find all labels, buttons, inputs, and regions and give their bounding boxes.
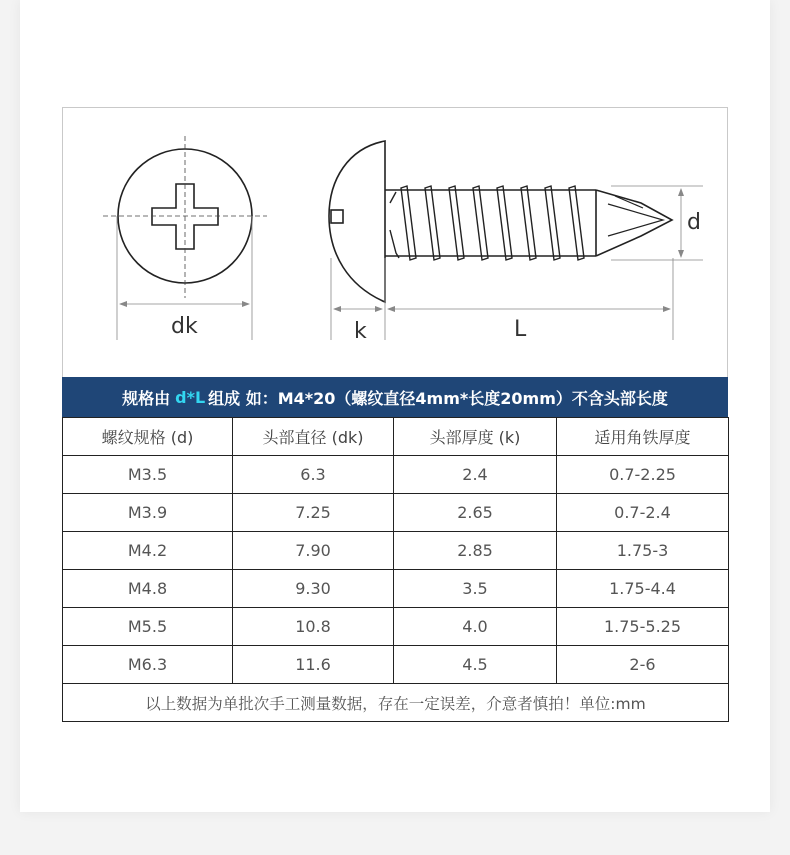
cell-head-thickness: 2.85 bbox=[394, 532, 557, 570]
cell-head-thickness: 4.0 bbox=[394, 608, 557, 646]
table-row bbox=[63, 456, 729, 494]
table-row bbox=[63, 608, 729, 646]
spec-banner bbox=[62, 377, 728, 417]
cell-thread-spec: M3.5 bbox=[63, 456, 233, 494]
cell-thread-spec: M3.9 bbox=[63, 494, 233, 532]
cell-head-diameter: 11.6 bbox=[233, 646, 394, 684]
cell-thread-spec: M4.8 bbox=[63, 570, 233, 608]
cell-head-thickness: 2.4 bbox=[394, 456, 557, 494]
header-thread-spec: 螺纹规格 (d) bbox=[63, 418, 233, 456]
table-header-row bbox=[63, 418, 729, 456]
cell-head-thickness: 3.5 bbox=[394, 570, 557, 608]
cell-angle-thickness: 2-6 bbox=[557, 646, 729, 684]
cell-head-diameter: 7.90 bbox=[233, 532, 394, 570]
cell-angle-thickness: 0.7-2.4 bbox=[557, 494, 729, 532]
dk-label: dk bbox=[171, 314, 198, 339]
header-head-thickness: 头部厚度 (k) bbox=[394, 418, 557, 456]
table-row bbox=[63, 570, 729, 608]
cell-thread-spec: M6.3 bbox=[63, 646, 233, 684]
cell-angle-thickness: 1.75-4.4 bbox=[557, 570, 729, 608]
head-side-view bbox=[329, 141, 385, 302]
cell-head-thickness: 2.65 bbox=[394, 494, 557, 532]
cell-head-diameter: 6.3 bbox=[233, 456, 394, 494]
cell-head-diameter: 7.25 bbox=[233, 494, 394, 532]
table-row bbox=[63, 646, 729, 684]
banner-highlight: d*L bbox=[175, 387, 206, 407]
table-row bbox=[63, 494, 729, 532]
length-label: L bbox=[514, 317, 527, 342]
cell-angle-thickness: 1.75-3 bbox=[557, 532, 729, 570]
spec-table bbox=[62, 417, 729, 722]
diameter-label: d bbox=[687, 210, 701, 235]
cell-head-thickness: 4.5 bbox=[394, 646, 557, 684]
cell-angle-thickness: 0.7-2.25 bbox=[557, 456, 729, 494]
cell-thread-spec: M4.2 bbox=[63, 532, 233, 570]
table-row bbox=[63, 532, 729, 570]
cell-head-diameter: 9.30 bbox=[233, 570, 394, 608]
cell-head-diameter: 10.8 bbox=[233, 608, 394, 646]
table-note-row bbox=[63, 684, 729, 722]
header-angle-thickness: 适用角铁厚度 bbox=[557, 418, 729, 456]
k-label: k bbox=[354, 319, 367, 344]
banner-prefix: 规格由 bbox=[122, 388, 171, 408]
drill-point bbox=[596, 190, 672, 256]
measurement-note: 以上数据为单批次手工测量数据，存在一定误差，介意者慎拍！单位:mm bbox=[63, 684, 729, 722]
cell-thread-spec: M5.5 bbox=[63, 608, 233, 646]
screw-diagram bbox=[62, 107, 728, 378]
thread-crests bbox=[390, 186, 584, 260]
header-head-diameter: 头部直径 (dk) bbox=[233, 418, 394, 456]
screw-drawing bbox=[63, 108, 727, 378]
cell-angle-thickness: 1.75-5.25 bbox=[557, 608, 729, 646]
banner-suffix: 组成 如：M4*20（螺纹直径4mm*长度20mm）不含头部长度 bbox=[208, 388, 668, 408]
